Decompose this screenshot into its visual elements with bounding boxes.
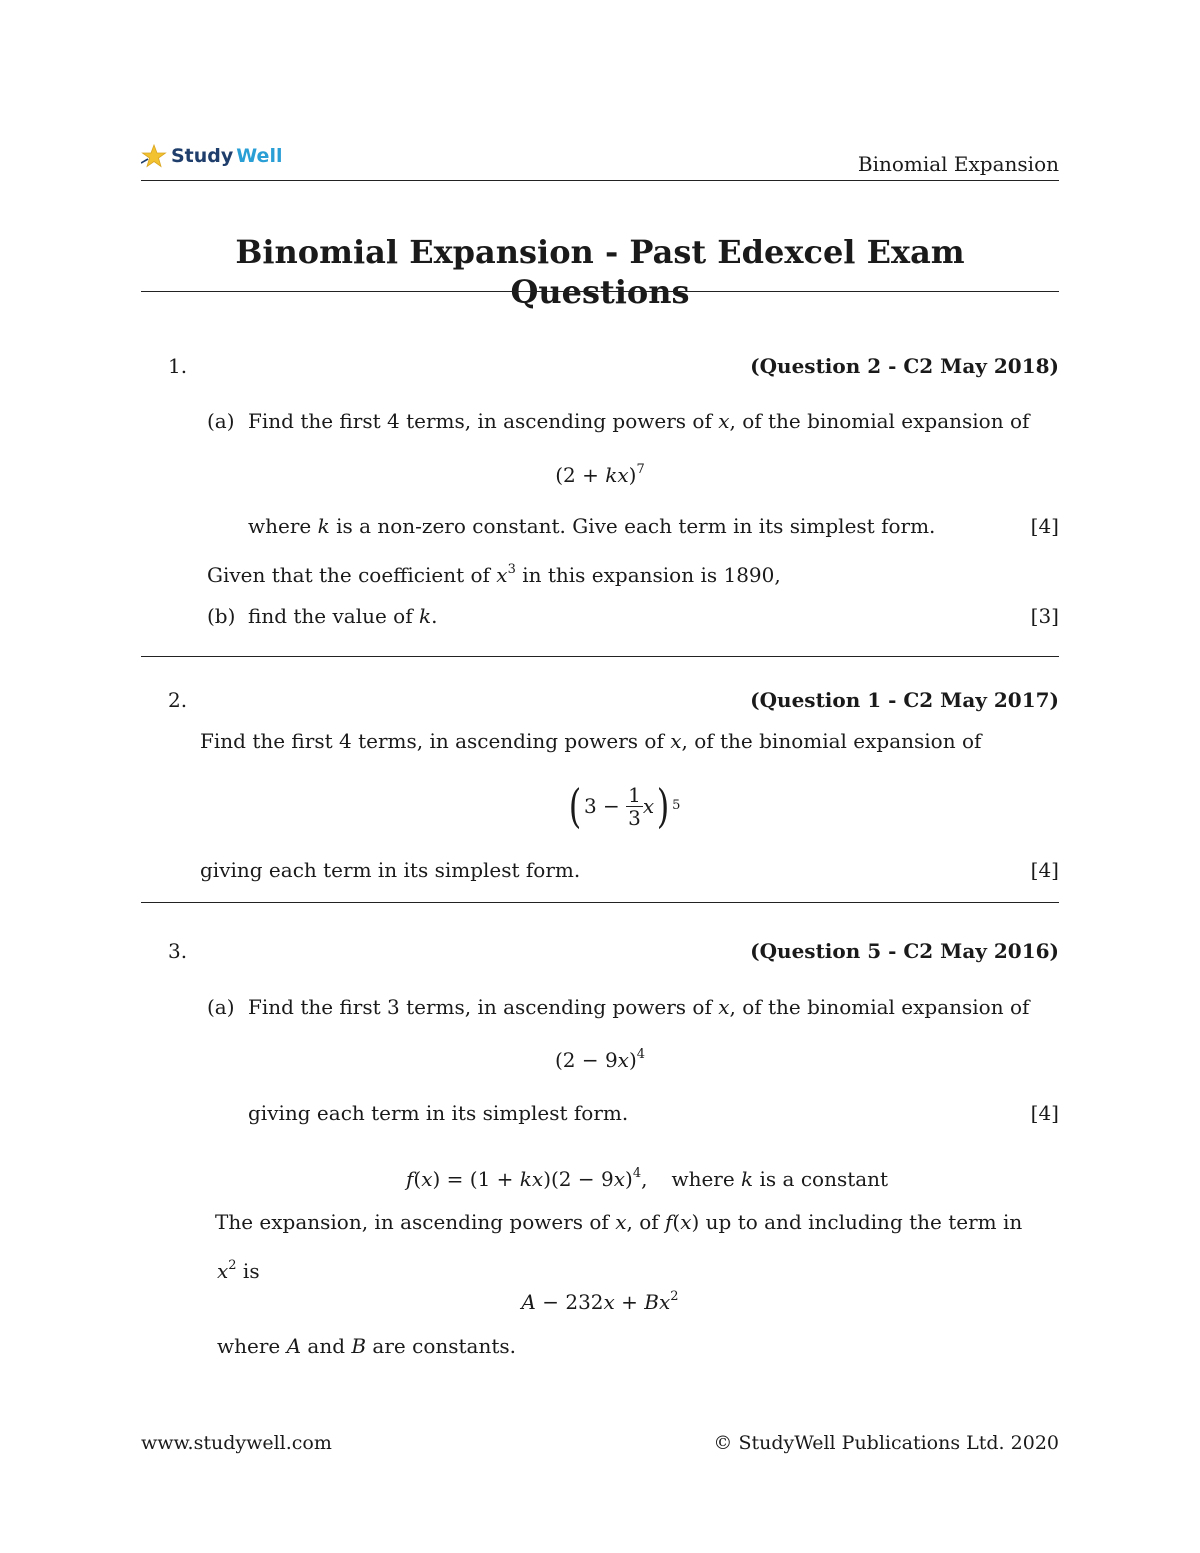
q2-text-post: , of the binomial expansion of [681,729,982,753]
q3-fx-where: where [671,1167,742,1191]
q1-given-power: 3 [507,562,516,577]
q3-const-and: and [301,1334,352,1358]
header-section-title: Binomial Expansion [857,152,1059,176]
q2-text-pre: Find the first 4 terms, in ascending powers of [200,729,671,753]
q3-fx-power: 4 [632,1166,642,1181]
q3-res-A: A [521,1290,536,1314]
q3-x2-var: x [217,1259,229,1283]
q1-where-post: is a non-zero constant. Give each term in its simplest form. [329,514,936,538]
q1-a-text-pre: Find the first 4 terms, in ascending powers of [248,409,719,433]
q2-tail: giving each term in its simplest form. [200,858,581,882]
q1-a-label: (a) [207,409,235,433]
q3-a-var: x [718,995,730,1019]
q1-b-post: . [431,604,438,628]
q2-marks: [4] [1030,858,1059,882]
q3-const-A: A [286,1334,302,1358]
q3-a-post: , of the binomial expansion of [729,995,1030,1019]
logo-study: Study [171,145,234,167]
q1-a-text-post: , of the binomial expansion of [729,409,1030,433]
q3-expr-power: 4 [636,1047,646,1062]
q2-fraction [626,784,643,829]
q3-exp-pre: The expansion, in ascending powers of [215,1210,616,1234]
q3-result-expression [141,1289,1059,1315]
q3-fx-x2: x [531,1167,544,1191]
q3-fx-k: k [519,1167,532,1191]
q3-expr-close: ) [628,1048,637,1072]
q1-source: (Question 2 - C2 May 2018) [750,354,1059,378]
q3-constants [217,1333,516,1359]
q3-fx-close: ) [625,1167,633,1191]
q1-expr-close: ) [628,463,637,487]
q1-b-var: k [419,604,432,628]
page-title: Binomial Expansion - Past Edexcel Exam Questions [235,233,965,311]
q2-expression: ( 3 − $\frac{1}{3}$ x ) 5 [566,776,680,836]
q3-a-pre: Find the first 3 terms, in ascending powers of [248,995,719,1019]
q3-a-marks: [4] [1030,1101,1059,1125]
footer-copyright: © StudyWell Publications Ltd. 2020 [713,1432,1059,1454]
title-rule [141,291,1059,292]
q1-expression [141,462,1059,488]
q2-text [200,728,981,754]
q3-tail: giving each term in its simplest form. [248,1101,629,1125]
footer-url[interactable]: www.studywell.com [141,1432,332,1454]
q3-res-x2: x [659,1290,671,1314]
q3-res-mid: − 232 [535,1290,604,1314]
q3-res-x: x [603,1290,615,1314]
q3-fx-x: x [421,1167,433,1191]
q1-number: 1. [168,354,188,378]
q3-expr-x: x [617,1048,629,1072]
q1-a-var: x [718,409,730,433]
q2-text-var: x [670,729,682,753]
star-icon [141,143,167,169]
q3-fx-f: f [406,1167,414,1191]
q3-exp-fx: x [680,1210,692,1234]
q3-fx-eq: ) = (1 + [432,1167,520,1191]
q3-fx-x3: x [613,1167,625,1191]
q3-exp-mid: , of [626,1210,665,1234]
q3-exp-f: f [665,1210,673,1234]
q3-res-plus: + [614,1290,645,1314]
q1-given-post: in this expansion is 1890, [515,563,781,587]
q1-given [207,562,781,588]
q1-expr-power: 7 [636,462,645,477]
q2-number: 2. [168,688,188,712]
q3-const-post: are constants. [366,1334,516,1358]
studywell-logo [141,142,282,170]
q3-fx-sep: , [641,1167,648,1191]
q1-b-text [248,603,437,629]
q1-given-pre: Given that the coefficient of [207,563,497,587]
header-rule [141,180,1059,181]
q3-expansion-text: The expansion, in ascending powers of x, of f(x) up to and including the term in [215,1210,1023,1234]
q1-where [248,513,935,539]
q3-fx-mid: )(2 − 9 [543,1167,614,1191]
q1-expr-k: k [605,463,618,487]
q1-a-marks: [4] [1030,514,1059,538]
q3-res-B: B [644,1290,659,1314]
q3-res-power: 2 [670,1289,679,1304]
q1-a-text [248,408,1029,434]
q1-where-var: k [317,514,330,538]
q3-x2-post: is [236,1259,260,1283]
q3-fx-definition: $f(x) = (1 + kx)(2 - 9x)^4$, where k is a constant [406,1166,889,1191]
q1-b-pre: find the value of [248,604,419,628]
q2-right-paren: ) [656,779,670,833]
q1-b-marks: [3] [1030,604,1059,628]
q3-exp-var: x [615,1210,627,1234]
q3-expression [141,1047,1059,1073]
q1-divider [141,656,1059,657]
q3-const-pre: where [217,1334,287,1358]
q2-divider [141,902,1059,903]
q3-number: 3. [168,939,188,963]
q1-b-label: (b) [207,604,236,628]
q3-source: (Question 5 - C2 May 2016) [750,939,1059,963]
q3-const-B: B [351,1334,367,1358]
q3-a-text [248,994,1029,1020]
q3-fx-wpost: is a constant [753,1167,889,1191]
q1-expr-x: x [617,463,629,487]
q2-left-paren: ( [568,779,582,833]
q2-source: (Question 1 - C2 May 2017) [750,688,1059,712]
q3-exp-post: ) up to and including the term in [691,1210,1023,1234]
q3-a-label: (a) [207,995,235,1019]
q3-expr-open: (2 − 9 [554,1048,618,1072]
q1-where-pre: where [248,514,318,538]
q2-expr-pre: 3 − [583,794,627,818]
q3-x2-power: 2 [228,1258,237,1273]
q2-expr-x: x [642,794,655,818]
q2-frac-den: 3 [628,805,641,830]
logo-well: Well [236,145,283,167]
q3-fx-wk: k [741,1167,754,1191]
q1-expr-open: (2 + [555,463,606,487]
q2-frac-num: 1 [628,782,641,807]
q3-x2-line [217,1258,260,1284]
q1-given-var: x [496,563,508,587]
